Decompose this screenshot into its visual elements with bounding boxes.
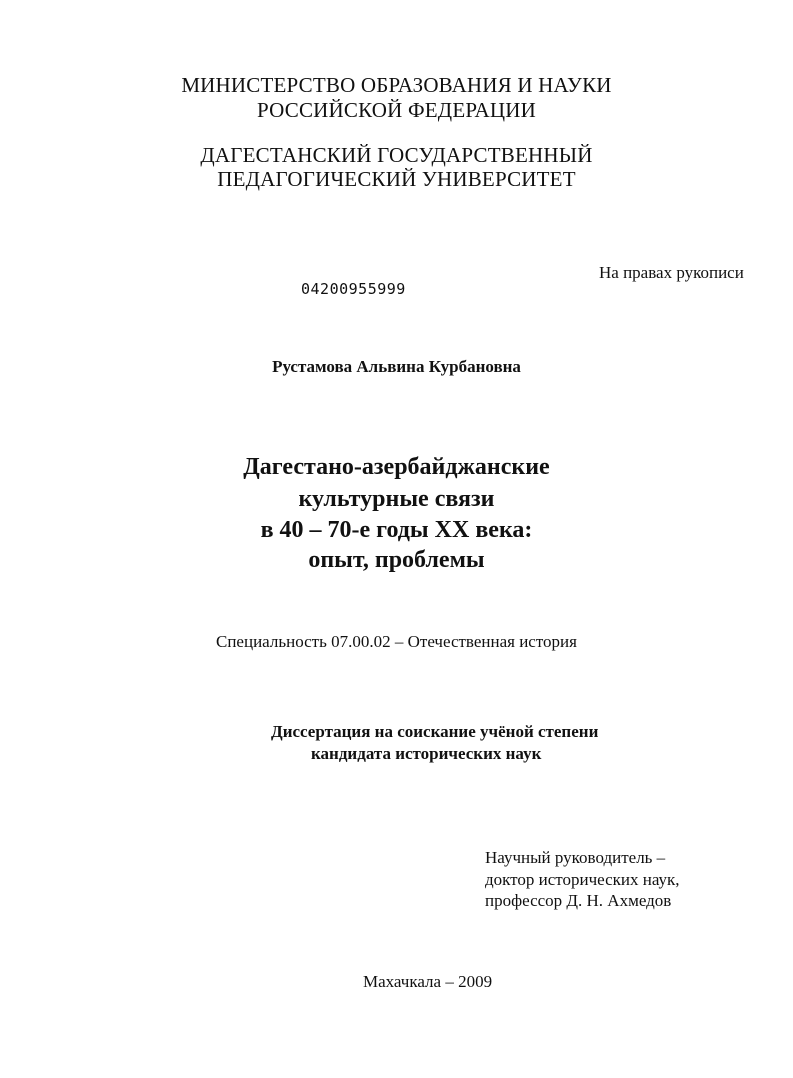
university-line-1: ДАГЕСТАНСКИЙ ГОСУДАРСТВЕННЫЙ — [200, 143, 593, 167]
advisor-line-1: Научный руководитель – — [485, 848, 666, 867]
specialty-line: Специальность 07.00.02 – Отечественная история — [216, 632, 577, 651]
advisor-line-3: профессор Д. Н. Ахмедов — [485, 891, 672, 910]
university-line-2: ПЕДАГОГИЧЕСКИЙ УНИВЕРСИТЕТ — [217, 167, 576, 191]
degree-line-2: кандидата исторических наук — [311, 744, 542, 763]
thesis-title-line-4: опыт, проблемы — [308, 547, 485, 573]
rights-note: На правах рукописи — [599, 263, 744, 282]
advisor-line-2: доктор исторических наук, — [485, 870, 680, 889]
author-name: Рустамова Альвина Курбановна — [272, 357, 521, 376]
ministry-line-2: РОССИЙСКОЙ ФЕДЕРАЦИИ — [257, 98, 536, 122]
thesis-title-line-3: в 40 – 70-е годы XX века: — [260, 517, 533, 543]
ministry-line-1: МИНИСТЕРСТВО ОБРАЗОВАНИЯ И НАУКИ — [181, 73, 612, 97]
degree-line-1: Диссертация на соискание учёной степени — [271, 722, 599, 741]
stamp-number: 04200955999 — [301, 280, 406, 298]
thesis-title-line-1: Дагестано-азербайджанские — [243, 454, 550, 480]
thesis-title-line-2: культурные связи — [298, 486, 495, 512]
city-year: Махачкала – 2009 — [363, 972, 493, 991]
